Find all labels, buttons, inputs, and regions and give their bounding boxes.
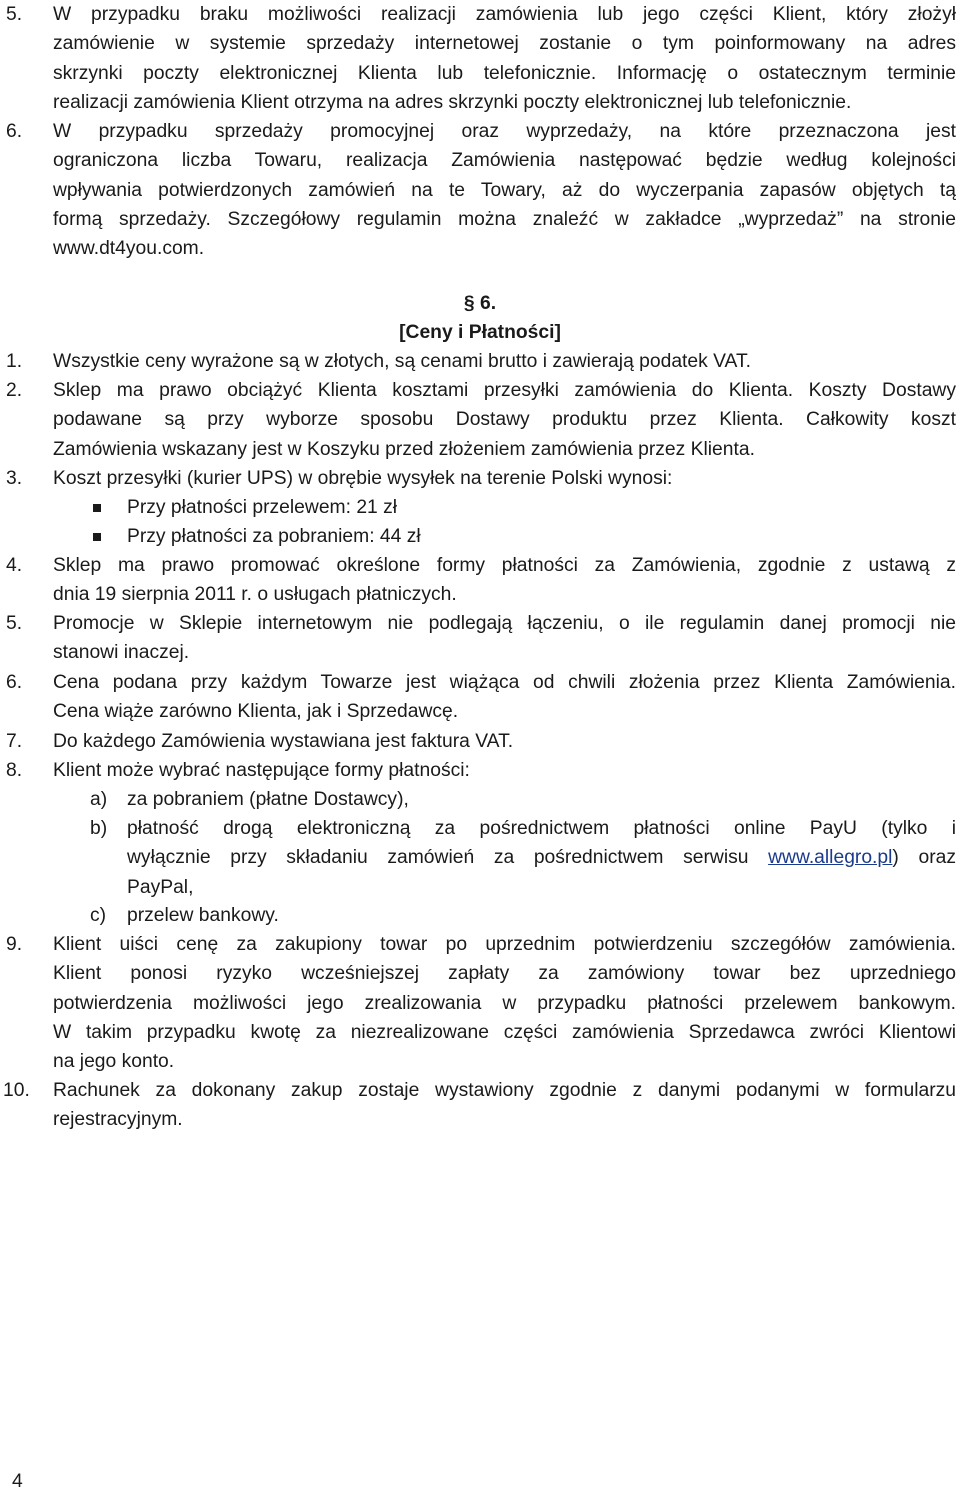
sub-item-letter: a) (90, 789, 108, 810)
item-text: Sklep ma prawo promować określone formy płatności za Zamówienia, zgodnie z ustawą z dnia 19 sierpnia 2011 r. o usługach płatniczych. (53, 555, 956, 606)
list-item (0, 0, 960, 117)
item-number: 5. (6, 613, 23, 634)
list-item (0, 117, 960, 263)
item-text: Koszt przesyłki (kurier UPS) w obrębie wysyłek na terenie Polski wynosi: (53, 468, 673, 489)
bullet-text: Przy płatności za pobraniem: 44 zł (127, 526, 421, 547)
item-text: W przypadku sprzedaży promocyjnej oraz wyprzedaży, na które przeznaczona jest ograniczona liczba Towaru, realizacja Zamówienia następować będzie według kolejności wpływania potwierdzonych zamówień na te Towary, aż do wyczerpania zapasów objętych tą formą sprzedaży. Szczegółowy regulamin można znaleźć w zakładce „wyprzedaż” na stronie www.dt4you.com. (53, 121, 956, 260)
item-number: 10. (3, 1080, 30, 1101)
item-text: Klient może wybrać następujące formy płatności: (53, 760, 470, 781)
list-item (0, 1076, 960, 1135)
list-item (0, 727, 960, 756)
page-number: 4 (12, 1471, 23, 1492)
list-item (0, 376, 960, 464)
sub-item-text: przelew bankowy. (127, 905, 279, 926)
item-number: 2. (6, 380, 23, 401)
list-item (0, 347, 960, 376)
item-number: 3. (6, 468, 23, 489)
item-number: 5. (6, 4, 23, 25)
section-title: [Ceny i Płatności] (399, 322, 561, 343)
sub-item-letter: c) (90, 905, 107, 926)
list-item (0, 756, 960, 785)
list-item (0, 668, 960, 727)
item-text: Promocje w Sklepie internetowym nie podlegają łączeniu, o ile regulamin danej promocji nie stanowi inaczej. (53, 613, 956, 664)
item-text: Wszystkie ceny wyrażone są w złotych, są cenami brutto i zawierają podatek VAT. (53, 351, 751, 372)
item-text: Cena podana przy każdym Towarze jest wiążąca od chwili złożenia przez Klienta Zamówienia. Cena wiąże zarówno Klienta, jak i Sprzedawcę. (53, 672, 956, 723)
list-item (0, 464, 960, 493)
item-number: 6. (6, 672, 23, 693)
item-number: 6. (6, 121, 23, 142)
item-number: 1. (6, 351, 23, 372)
square-bullet-icon (93, 504, 101, 512)
bullet-text: Przy płatności przelewem: 21 zł (127, 497, 398, 518)
item-text: Klient uiści cenę za zakupiony towar po uprzednim potwierdzeniu szczegółów zamówienia. Klient ponosi ryzyko wcześniejszej zapłaty za zamówiony towar bez uprzedniego potwierdzenia możliwości jego zrealizowania w przypadku płatności przelewem bankowym. W takim przypadku kwotę za niezrealizowane części zamówienia Sprzedawca zwróci Klientowi na jego konto. (53, 934, 956, 1073)
sub-item-text: płatność drogą elektroniczną za pośrednictwem płatności online PayU (tylko i wyłącznie przy składaniu zamówień za pośrednictwem serwisu www.allegro.pl) oraz PayPal, (127, 818, 956, 898)
sub-item-letter: b) (90, 818, 108, 839)
list-item (0, 551, 960, 610)
item-number: 7. (6, 731, 23, 752)
allegro-link[interactable]: www.allegro.pl (768, 847, 893, 869)
list-item (0, 609, 960, 668)
list-item (0, 930, 960, 1076)
square-bullet-icon (93, 533, 101, 541)
section-symbol: § 6. (463, 293, 497, 314)
item-text: Do każdego Zamówienia wystawiana jest faktura VAT. (53, 731, 514, 752)
item-number: 8. (6, 760, 23, 781)
item-text: Rachunek za dokonany zakup zostaje wystawiony zgodnie z danymi podanymi w formularzu rejestracyjnym. (53, 1080, 956, 1131)
item-number: 4. (6, 555, 23, 576)
item-text: W przypadku braku możliwości realizacji zamówienia lub jego części Klient, który złożył zamówienie w systemie sprzedaży internetowej zostanie o tym poinformowany na adres skrzynki poczty elektronicznej Klienta lub telefonicznie. Informację o ostatecznym terminie realizacji zamówienia Klient otrzyma na adres skrzynki poczty elektronicznej lub telefonicznie. (53, 4, 956, 113)
item-number: 9. (6, 934, 23, 955)
sub-item-text: za pobraniem (płatne Dostawcy), (127, 789, 409, 810)
item-text: Sklep ma prawo obciążyć Klienta kosztami przesyłki zamówienia do Klienta. Koszty Dostawy podawane są przy wyborze sposobu Dostawy produktu przez Klienta. Całkowity koszt Zamówienia wskazany jest w Koszyku przed złożeniem zamówienia przez Klienta. (53, 380, 956, 460)
